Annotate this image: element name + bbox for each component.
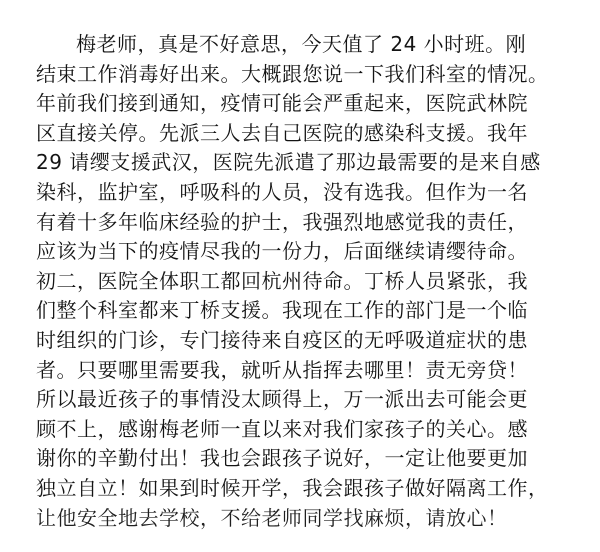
text-line: 初二，医院全体职工都回杭州待命。丁桥人员紧张，我 [36,268,528,293]
text-line: 区直接关停。先派三人去自己医院的感染科支援。我年 [36,120,528,145]
text-line: 29 请缨支援武汉，医院先派遣了那边最需要的是来自感 [36,150,541,175]
text-line: 所以最近孩子的事情没太顾得上，万一派出去可能会更 [36,387,528,412]
text-line: 梅老师，真是不好意思，今天值了 24 小时班。刚 [76,32,527,56]
text-line: 顾不上，感谢梅老师一直以来对我们家孩子的关心。感 [36,416,528,441]
text-line: 时组织的门诊，专门接待来自疫区的无呼吸道症状的患 [36,327,528,352]
text-line: 们整个科室都来丁桥支援。我现在工作的部门是一个临 [36,298,528,323]
text-line: 年前我们接到通知，疫情可能会严重起来，医院武林院 [36,91,528,116]
letter-body [36,30,584,533]
text-line: 染科，监护室，呼吸科的人员，没有选我。但作为一名 [36,179,528,204]
text-line: 让他安全地去学校，不给老师同学找麻烦，请放心！ [36,505,508,530]
text-line: 应该为当下的疫情尽我的一份力，后面继续请缨待命。 [36,239,528,264]
text-line: 者。只要哪里需要我，就听从指挥去哪里！责无旁贷！ [36,357,528,382]
text-line: 谢你的辛勤付出！我也会跟孩子说好，一定让他要更加 [36,446,528,471]
text-line: 独立自立！如果到时候开学，我会跟孩子做好隔离工作， [36,475,549,500]
text-line: 结束工作消毒好出来。大概跟您说一下我们科室的情况。 [36,61,549,86]
text-line: 有着十多年临床经验的护士，我强烈地感觉我的责任， [36,209,528,234]
